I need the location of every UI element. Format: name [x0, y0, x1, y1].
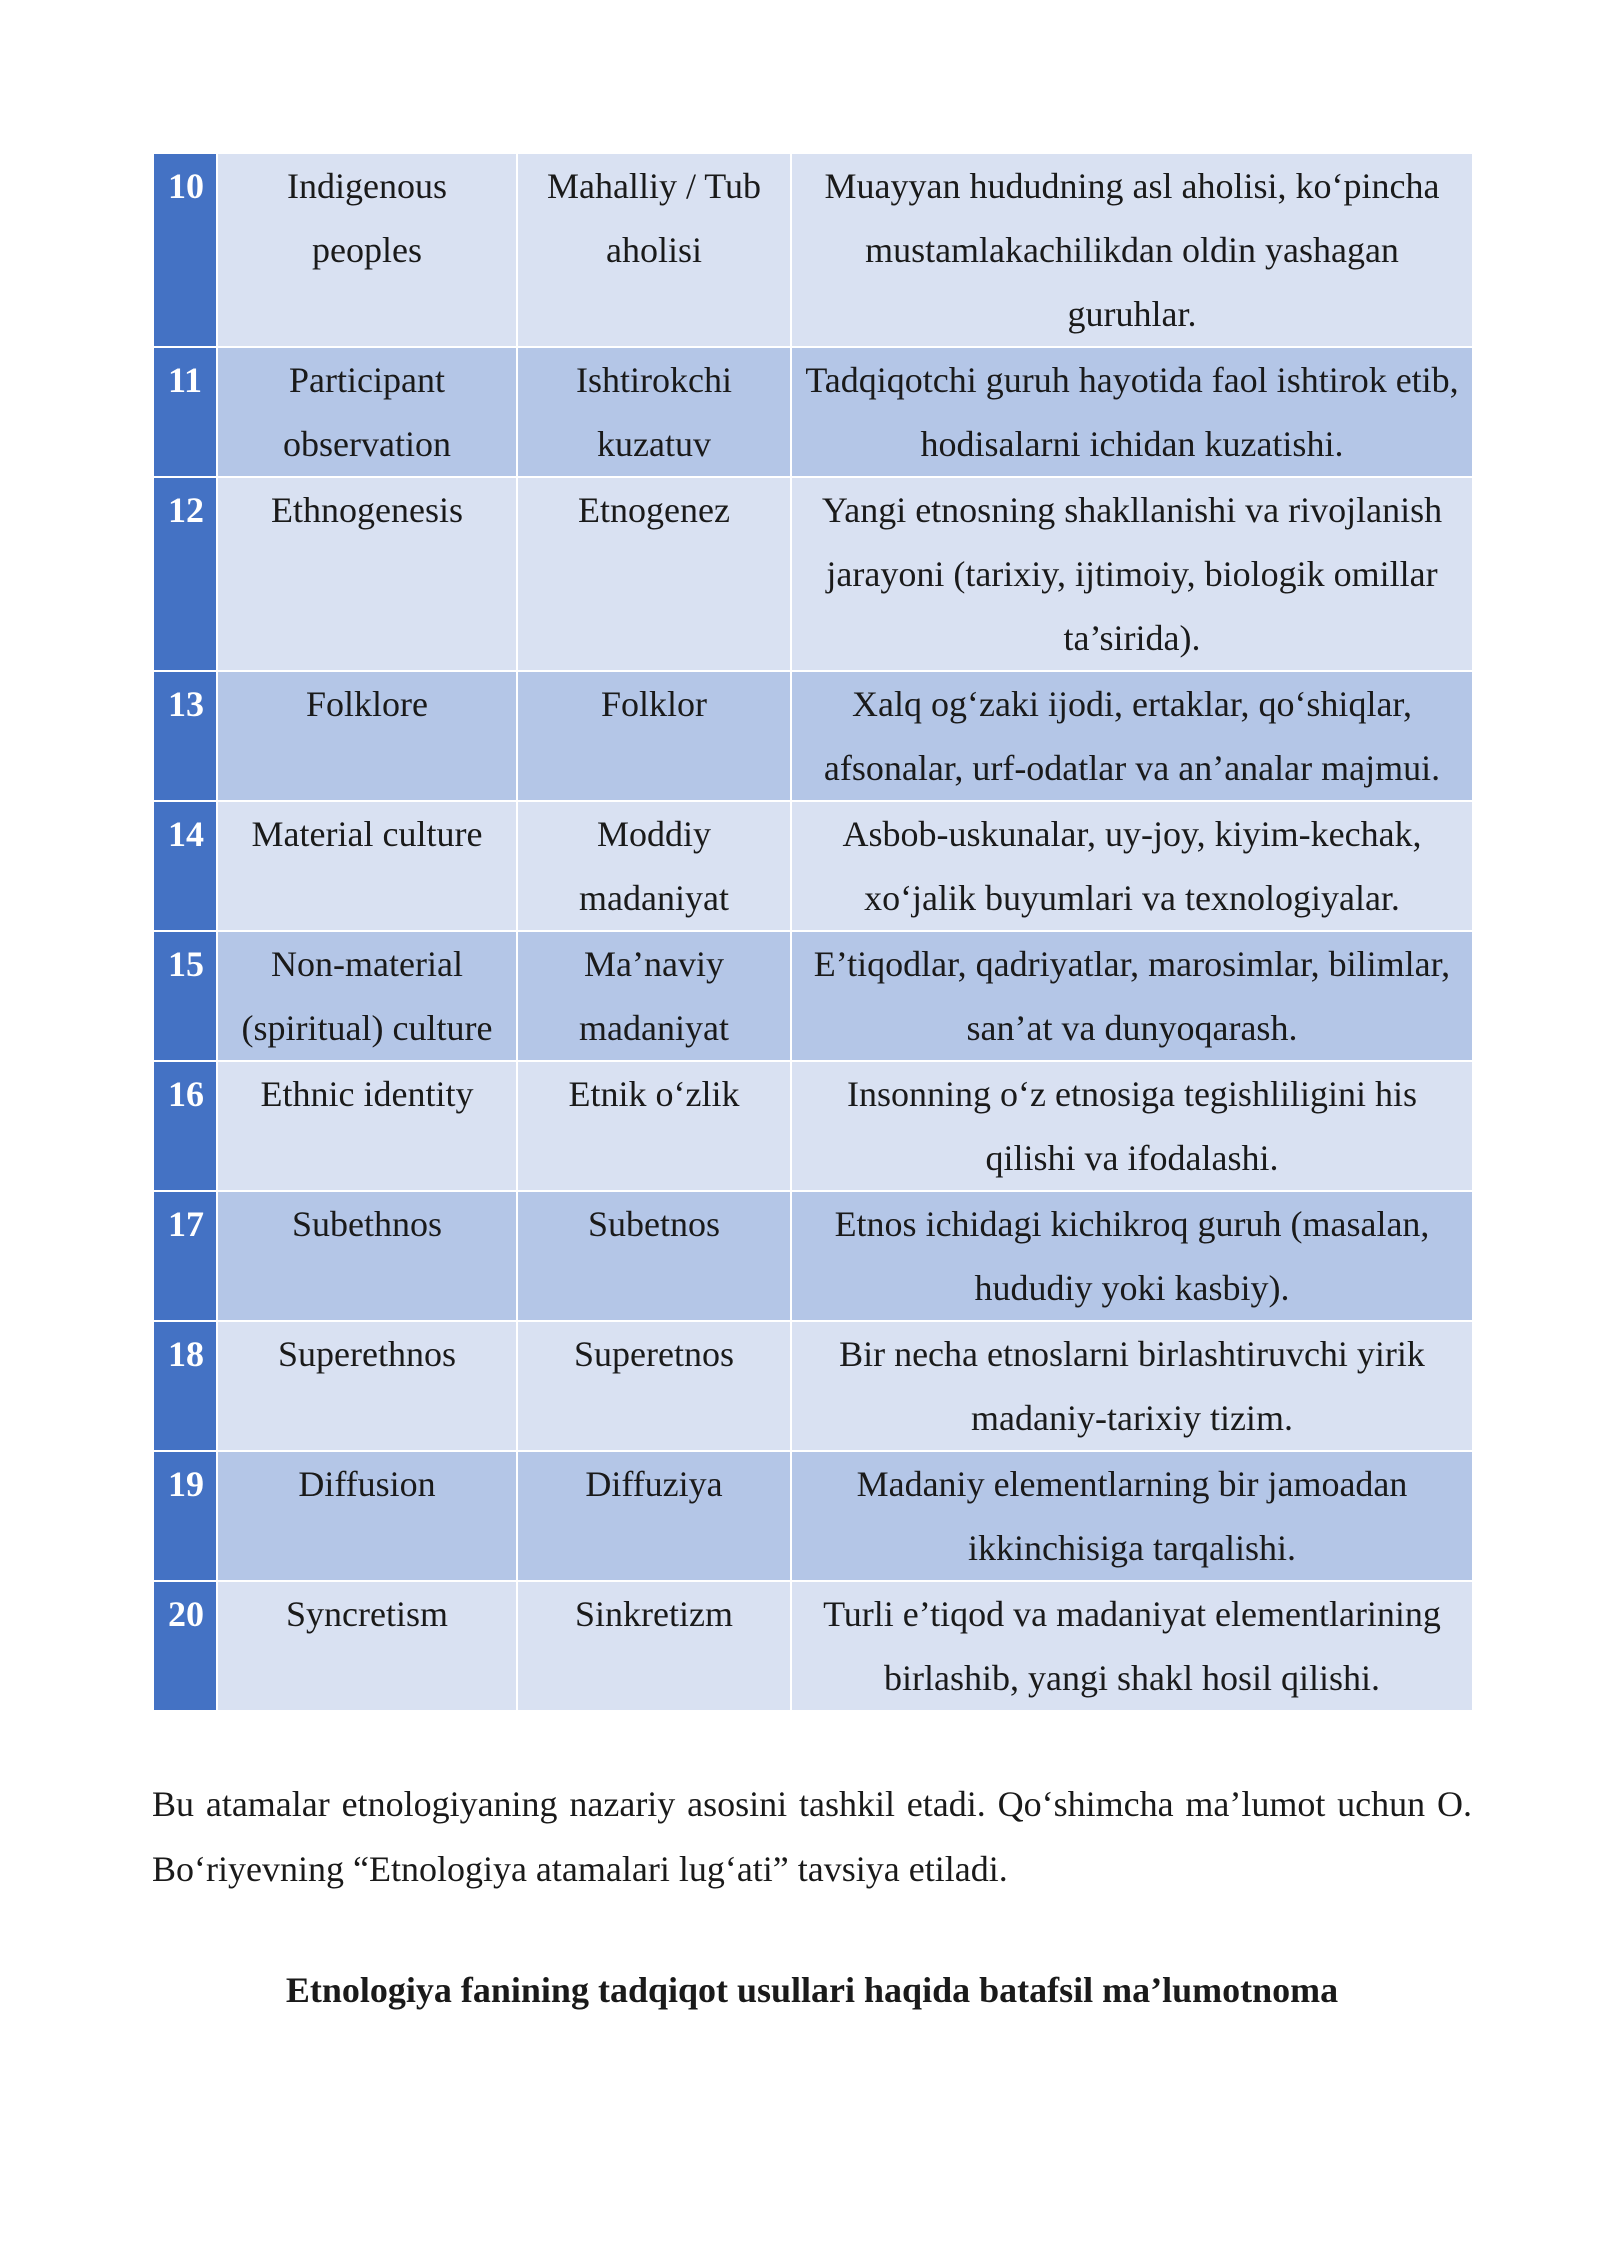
table-row	[153, 1581, 1473, 1711]
row-number: 13	[153, 671, 217, 801]
uzbek-term: Subetnos	[517, 1191, 791, 1321]
uzbek-term: Sinkretizm	[517, 1581, 791, 1711]
terms-table-container	[152, 152, 1472, 1712]
table-row	[153, 1321, 1473, 1451]
row-number: 19	[153, 1451, 217, 1581]
row-number: 11	[153, 347, 217, 477]
uzbek-term: Mahalliy / Tub aholisi	[517, 153, 791, 347]
english-term: Syncretism	[217, 1581, 517, 1711]
row-number: 12	[153, 477, 217, 671]
table-row	[153, 931, 1473, 1061]
table-row	[153, 1061, 1473, 1191]
row-number: 17	[153, 1191, 217, 1321]
term-definition: Insonning o‘z etnosiga tegishliligini his qilishi va ifodalashi.	[791, 1061, 1473, 1191]
uzbek-term: Folklor	[517, 671, 791, 801]
english-term: Ethnogenesis	[217, 477, 517, 671]
term-definition: Turli e’tiqod va madaniyat elementlarining birlashib, yangi shakl hosil qilishi.	[791, 1581, 1473, 1711]
table-row	[153, 477, 1473, 671]
english-term: Diffusion	[217, 1451, 517, 1581]
term-definition: Bir necha etnoslarni birlashtiruvchi yirik madaniy-tarixiy tizim.	[791, 1321, 1473, 1451]
terms-table	[152, 152, 1474, 1712]
table-row	[153, 347, 1473, 477]
term-definition: Madaniy elementlarning bir jamoadan ikkinchisiga tarqalishi.	[791, 1451, 1473, 1581]
uzbek-term: Diffuziya	[517, 1451, 791, 1581]
uzbek-term: Ma’naviy madaniyat	[517, 931, 791, 1061]
term-definition: Tadqiqotchi guruh hayotida faol ishtirok etib, hodisalarni ichidan kuzatishi.	[791, 347, 1473, 477]
row-number: 14	[153, 801, 217, 931]
english-term: Material culture	[217, 801, 517, 931]
row-number: 20	[153, 1581, 217, 1711]
term-definition: Asbob-uskunalar, uy-joy, kiyim-kechak, xo‘jalik buyumlari va texnologiyalar.	[791, 801, 1473, 931]
uzbek-term: Ishtirokchi kuzatuv	[517, 347, 791, 477]
row-number: 15	[153, 931, 217, 1061]
uzbek-term: Superetnos	[517, 1321, 791, 1451]
row-number: 16	[153, 1061, 217, 1191]
table-row	[153, 1451, 1473, 1581]
table-row	[153, 153, 1473, 347]
uzbek-term: Moddiy madaniyat	[517, 801, 791, 931]
section-heading: Etnologiya fanining tadqiqot usullari haqida batafsil ma’lumotnoma	[285, 1969, 1339, 2010]
english-term: Participant observation	[217, 347, 517, 477]
english-term: Superethnos	[217, 1321, 517, 1451]
body-paragraph: Bu atamalar etnologiyaning nazariy asosini tashkil etadi. Qo‘shimcha ma’lumot uchun O. Bo‘riyevning “Etnologiya atamalari lug‘ati” tavsiya etiladi.	[152, 1784, 1472, 1889]
term-definition: E’tiqodlar, qadriyatlar, marosimlar, bilimlar, san’at va dunyoqarash.	[791, 931, 1473, 1061]
english-term: Subethnos	[217, 1191, 517, 1321]
english-term: Folklore	[217, 671, 517, 801]
term-definition: Yangi etnosning shakllanishi va rivojlanish jarayoni (tarixiy, ijtimoiy, biologik omillar ta’sirida).	[791, 477, 1473, 671]
english-term: Indigenous peoples	[217, 153, 517, 347]
english-term: Non-material (spiritual) culture	[217, 931, 517, 1061]
table-row	[153, 1191, 1473, 1321]
uzbek-term: Etnik o‘zlik	[517, 1061, 791, 1191]
table-row	[153, 801, 1473, 931]
term-definition: Etnos ichidagi kichikroq guruh (masalan, hududiy yoki kasbiy).	[791, 1191, 1473, 1321]
english-term: Ethnic identity	[217, 1061, 517, 1191]
term-definition: Muayyan hududning asl aholisi, ko‘pincha mustamlakachilikdan oldin yashagan guruhlar.	[791, 153, 1473, 347]
row-number: 18	[153, 1321, 217, 1451]
term-definition: Xalq og‘zaki ijodi, ertaklar, qo‘shiqlar, afsonalar, urf-odatlar va an’analar majmui.	[791, 671, 1473, 801]
uzbek-term: Etnogenez	[517, 477, 791, 671]
table-row	[153, 671, 1473, 801]
row-number: 10	[153, 153, 217, 347]
